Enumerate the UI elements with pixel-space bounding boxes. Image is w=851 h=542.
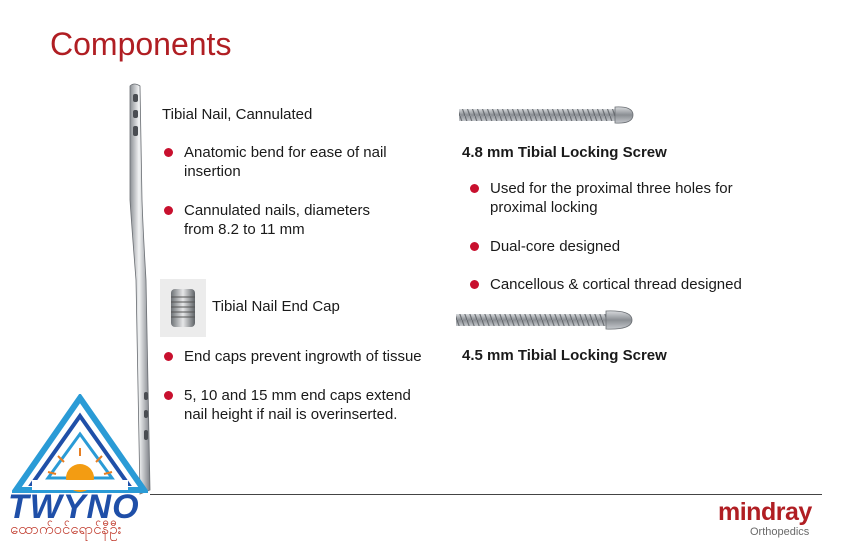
end-cap-image xyxy=(160,279,206,337)
mindray-logo: mindray xyxy=(718,498,812,526)
page-title: Components xyxy=(50,26,232,62)
list-item: Used for the proximal three holes for proximal locking xyxy=(490,179,780,217)
list-item: Dual-core designed xyxy=(490,237,780,256)
bullet-icon xyxy=(470,280,479,289)
locking-screw-48-image xyxy=(455,102,635,128)
end-cap-heading: Tibial Nail End Cap xyxy=(212,298,340,315)
list-item: 5, 10 and 15 mm end caps extend nail height if nail is overinserted. xyxy=(184,386,424,424)
mindray-logo-subtext: Orthopedics xyxy=(750,526,810,538)
bullet-icon xyxy=(470,184,479,193)
bullet-icon xyxy=(164,352,173,361)
bullet-icon xyxy=(164,148,173,157)
list-item: Cannulated nails, diameters from 8.2 to 11 mm xyxy=(184,201,404,239)
twyno-logo-subtext: ထောက်ဝင်ရောင်နီဦး xyxy=(10,521,122,538)
bullet-icon xyxy=(164,391,173,400)
list-item: Cancellous & cortical thread designed xyxy=(490,275,790,294)
divider xyxy=(150,494,822,495)
list-item: Anatomic bend for ease of nail insertion xyxy=(184,143,394,181)
bullet-icon xyxy=(164,206,173,215)
locking-screw-45-heading: 4.5 mm Tibial Locking Screw xyxy=(462,347,667,364)
locking-screw-45-image xyxy=(452,306,634,334)
locking-screw-48-heading: 4.8 mm Tibial Locking Screw xyxy=(462,144,667,161)
bullet-icon xyxy=(470,242,479,251)
list-item: End caps prevent ingrowth of tissue xyxy=(184,347,444,366)
tibial-nail-heading: Tibial Nail, Cannulated xyxy=(162,106,313,123)
twyno-logo-text: TWYNO xyxy=(8,488,140,526)
twyno-triangle-logo xyxy=(12,394,148,494)
